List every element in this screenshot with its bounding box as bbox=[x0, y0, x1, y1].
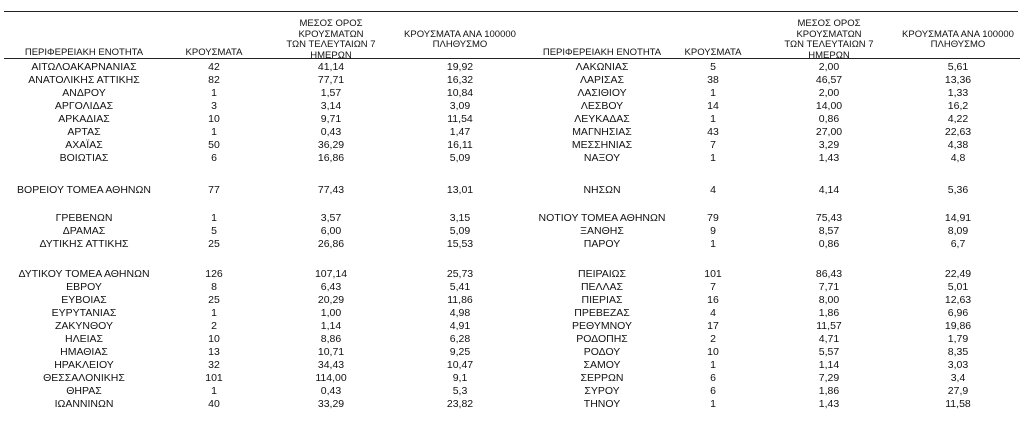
cell-cases: 82 bbox=[208, 74, 220, 86]
cell-avg: 3,57 bbox=[320, 212, 342, 224]
cell-per100k: 14,91 bbox=[944, 212, 972, 224]
cell-region: ΑΙΤΩΛΟΑΚΑΡΝΑΝΙΑΣ bbox=[31, 61, 137, 73]
cell-avg: 8,86 bbox=[320, 333, 342, 345]
cell-cases: 40 bbox=[208, 398, 220, 410]
cell-region: ΜΑΓΝΗΣΙΑΣ bbox=[572, 126, 632, 138]
cell-region: ΝΑΞΟΥ bbox=[583, 152, 621, 164]
cell-region: ΛΑΚΩΝΙΑΣ bbox=[575, 61, 629, 73]
cell-region: ΜΕΣΣΗΝΙΑΣ bbox=[571, 139, 633, 151]
table-row bbox=[0, 320, 520, 333]
table-row bbox=[0, 184, 520, 197]
cell-cases: 1 bbox=[710, 359, 716, 371]
cell-per100k: 5,36 bbox=[947, 184, 969, 196]
table-row bbox=[520, 87, 1024, 100]
cell-avg: 46,57 bbox=[815, 74, 843, 86]
cell-avg: 77,43 bbox=[317, 184, 345, 196]
table-row bbox=[520, 225, 1024, 238]
cell-per100k: 5,41 bbox=[449, 281, 471, 293]
table-row bbox=[0, 61, 520, 74]
cell-cases: 1 bbox=[211, 87, 217, 99]
cell-per100k: 23,82 bbox=[446, 398, 474, 410]
cell-region: ΤΗΝΟΥ bbox=[583, 398, 621, 410]
cell-per100k: 10,47 bbox=[446, 359, 474, 371]
cell-cases: 6 bbox=[710, 385, 716, 397]
cell-region: ΠΕΙΡΑΙΩΣ bbox=[578, 268, 626, 280]
cell-cases: 10 bbox=[208, 333, 220, 345]
cell-cases: 1 bbox=[710, 113, 716, 125]
cell-avg: 8,57 bbox=[818, 225, 840, 237]
cell-cases: 1 bbox=[211, 212, 217, 224]
cell-cases: 126 bbox=[205, 268, 223, 280]
cell-region: ΝΟΤΙΟΥ ΤΟΜΕΑ ΑΘΗΝΩΝ bbox=[538, 212, 666, 224]
cell-region: ΕΥΒΟΙΑΣ bbox=[61, 294, 107, 306]
header-avg: ΜΕΣΟΣ ΟΡΟΣ ΚΡΟΥΣΜΑΤΩΝ ΤΩΝ ΤΕΛΕΥΤΑΙΩΝ 7 ΗΜΕΡΩΝ bbox=[784, 18, 874, 61]
cell-cases: 1 bbox=[710, 87, 716, 99]
cell-region: ΡΕΘΥΜΝΟΥ bbox=[571, 320, 632, 332]
header-cases: ΚΡΟΥΣΜΑΤΑ bbox=[684, 46, 742, 58]
cell-region: ΔΥΤΙΚΟΥ ΤΟΜΕΑ ΑΘΗΝΩΝ bbox=[18, 268, 150, 280]
cell-cases: 9 bbox=[710, 225, 716, 237]
table-row bbox=[0, 113, 520, 126]
table-row bbox=[0, 238, 520, 251]
cell-per100k: 11,54 bbox=[447, 113, 473, 125]
cell-region: ΔΡΑΜΑΣ bbox=[62, 225, 106, 237]
cell-avg: 20,29 bbox=[317, 294, 345, 306]
cell-avg: 114,00 bbox=[315, 372, 347, 384]
cell-per100k: 4,91 bbox=[449, 320, 471, 332]
table-row bbox=[520, 307, 1024, 320]
cell-region: ΣΕΡΡΩΝ bbox=[580, 372, 624, 384]
cell-per100k: 3,15 bbox=[449, 212, 471, 224]
table-row bbox=[520, 113, 1024, 126]
table-row bbox=[520, 152, 1024, 165]
cell-avg: 0,43 bbox=[320, 126, 342, 138]
cell-avg: 7,29 bbox=[818, 372, 840, 384]
cell-avg: 0,86 bbox=[818, 113, 840, 125]
cell-region: ΛΑΡΙΣΑΣ bbox=[580, 74, 624, 86]
cell-cases: 101 bbox=[205, 372, 223, 384]
header-rule bbox=[520, 58, 1020, 59]
cell-per100k: 15,53 bbox=[446, 238, 474, 250]
cell-cases: 50 bbox=[208, 139, 220, 151]
cell-region: ΙΩΑΝΝΙΝΩΝ bbox=[54, 398, 114, 410]
cell-cases: 1 bbox=[211, 307, 217, 319]
cell-region: ΝΗΣΩΝ bbox=[583, 184, 621, 196]
cell-avg: 3,29 bbox=[818, 139, 840, 151]
cell-region: ΒΟΙΩΤΙΑΣ bbox=[59, 152, 109, 164]
cell-per100k: 11,58 bbox=[945, 398, 971, 410]
table-row bbox=[0, 74, 520, 87]
table-row bbox=[520, 74, 1024, 87]
cell-avg: 86,43 bbox=[815, 268, 843, 280]
cell-region: ΕΒΡΟΥ bbox=[66, 281, 102, 293]
cell-per100k: 5,09 bbox=[449, 225, 471, 237]
table-row bbox=[0, 126, 520, 139]
cell-per100k: 19,86 bbox=[944, 320, 972, 332]
cell-per100k: 25,73 bbox=[446, 268, 474, 280]
table-row bbox=[520, 346, 1024, 359]
cell-per100k: 27,9 bbox=[947, 385, 969, 397]
cell-cases: 1 bbox=[710, 152, 716, 164]
table-row bbox=[0, 307, 520, 320]
cell-per100k: 10,84 bbox=[446, 87, 474, 99]
cell-avg: 6,43 bbox=[320, 281, 342, 293]
cell-cases: 3 bbox=[211, 100, 217, 112]
cell-region: ΓΡΕΒΕΝΩΝ bbox=[55, 212, 113, 224]
cell-per100k: 5,09 bbox=[449, 152, 471, 164]
cell-avg: 1,43 bbox=[818, 152, 840, 164]
cell-avg: 6,00 bbox=[320, 225, 342, 237]
cell-avg: 1,43 bbox=[818, 398, 840, 410]
cell-cases: 8 bbox=[211, 281, 217, 293]
cell-region: ΠΕΛΛΑΣ bbox=[580, 281, 624, 293]
table-row bbox=[0, 385, 520, 398]
cell-region: ΒΟΡΕΙΟΥ ΤΟΜΕΑ ΑΘΗΝΩΝ bbox=[17, 184, 151, 196]
cell-cases: 16 bbox=[707, 294, 719, 306]
cell-avg: 0,86 bbox=[818, 238, 840, 250]
table-row bbox=[0, 281, 520, 294]
cell-per100k: 16,11 bbox=[447, 139, 473, 151]
header-per100k: ΚΡΟΥΣΜΑΤΑ ΑΝΑ 100000 ΠΛΗΘΥΣΜΟ bbox=[404, 28, 516, 50]
table-row bbox=[520, 398, 1024, 411]
table-row bbox=[520, 359, 1024, 372]
cell-region: ΘΕΣΣΑΛΟΝΙΚΗΣ bbox=[43, 372, 125, 384]
cell-avg: 1,14 bbox=[320, 320, 342, 332]
cell-per100k: 13,01 bbox=[446, 184, 474, 196]
cell-per100k: 1,47 bbox=[449, 126, 471, 138]
table-row bbox=[0, 268, 520, 281]
cell-avg: 1,86 bbox=[818, 385, 840, 397]
cell-per100k: 5,61 bbox=[947, 61, 969, 73]
cell-avg: 11,57 bbox=[816, 320, 842, 332]
cell-per100k: 6,7 bbox=[950, 238, 966, 250]
header-avg: ΜΕΣΟΣ ΟΡΟΣ ΚΡΟΥΣΜΑΤΩΝ ΤΩΝ ΤΕΛΕΥΤΑΙΩΝ 7 ΗΜΕΡΩΝ bbox=[286, 18, 376, 61]
cell-avg: 34,43 bbox=[317, 359, 345, 371]
cell-avg: 1,57 bbox=[320, 87, 342, 99]
cell-per100k: 16,2 bbox=[947, 100, 969, 112]
cell-per100k: 19,92 bbox=[446, 61, 474, 73]
cell-avg: 33,29 bbox=[317, 398, 345, 410]
cell-cases: 43 bbox=[707, 126, 719, 138]
cell-cases: 5 bbox=[710, 61, 716, 73]
cell-avg: 27,00 bbox=[815, 126, 843, 138]
cell-region: ΖΑΚΥΝΘΟΥ bbox=[54, 320, 113, 332]
table-row bbox=[520, 320, 1024, 333]
cell-avg: 16,86 bbox=[317, 152, 345, 164]
table-row bbox=[0, 372, 520, 385]
table-row bbox=[520, 372, 1024, 385]
cell-avg: 3,14 bbox=[320, 100, 342, 112]
cell-avg: 7,71 bbox=[818, 281, 840, 293]
cell-cases: 101 bbox=[704, 268, 722, 280]
cell-per100k: 16,32 bbox=[446, 74, 474, 86]
table-row bbox=[520, 139, 1024, 152]
cell-cases: 2 bbox=[710, 333, 716, 345]
cell-per100k: 5,01 bbox=[947, 281, 969, 293]
table-row bbox=[0, 87, 520, 100]
cell-region: ΣΥΡΟΥ bbox=[584, 385, 620, 397]
cell-cases: 17 bbox=[707, 320, 719, 332]
cell-avg: 5,57 bbox=[818, 346, 840, 358]
table-row bbox=[520, 385, 1024, 398]
table-row bbox=[0, 139, 520, 152]
cell-per100k: 4,22 bbox=[947, 113, 969, 125]
cell-cases: 10 bbox=[707, 346, 719, 358]
cell-cases: 10 bbox=[208, 113, 220, 125]
table-row bbox=[520, 184, 1024, 197]
table-row bbox=[520, 294, 1024, 307]
right-table bbox=[520, 0, 1024, 423]
cell-cases: 1 bbox=[211, 385, 217, 397]
table-row bbox=[520, 238, 1024, 251]
cell-region: ΔΥΤΙΚΗΣ ΑΤΤΙΚΗΣ bbox=[39, 238, 129, 250]
cell-avg: 1,00 bbox=[320, 307, 342, 319]
cell-region: ΛΕΥΚΑΔΑΣ bbox=[574, 113, 630, 125]
cell-cases: 25 bbox=[208, 238, 220, 250]
cell-region: ΑΝΔΡΟΥ bbox=[62, 87, 106, 99]
cell-region: ΗΜΑΘΙΑΣ bbox=[60, 346, 108, 358]
cell-cases: 25 bbox=[208, 294, 220, 306]
cell-avg: 2,00 bbox=[818, 61, 840, 73]
cell-avg: 9,71 bbox=[320, 113, 342, 125]
cell-region: ΕΥΡΥΤΑΝΙΑΣ bbox=[51, 307, 117, 319]
cell-cases: 13 bbox=[208, 346, 220, 358]
cell-avg: 75,43 bbox=[815, 212, 843, 224]
cell-per100k: 13,36 bbox=[944, 74, 972, 86]
cell-per100k: 3,09 bbox=[449, 100, 471, 112]
cell-region: ΘΗΡΑΣ bbox=[66, 385, 102, 397]
cell-per100k: 5,3 bbox=[452, 385, 468, 397]
cell-cases: 77 bbox=[208, 184, 220, 196]
table-row bbox=[520, 100, 1024, 113]
cell-region: ΠΡΕΒΕΖΑΣ bbox=[574, 307, 630, 319]
cell-region: ΠΙΕΡΙΑΣ bbox=[581, 294, 623, 306]
cell-per100k: 4,98 bbox=[449, 307, 471, 319]
cell-avg: 0,43 bbox=[320, 385, 342, 397]
cell-region: ΗΛΕΙΑΣ bbox=[64, 333, 103, 345]
cell-avg: 2,00 bbox=[818, 87, 840, 99]
cell-per100k: 6,96 bbox=[947, 307, 969, 319]
cell-region: ΑΡΤΑΣ bbox=[67, 126, 101, 138]
cell-region: ΛΑΣΙΘΙΟΥ bbox=[577, 87, 627, 99]
cell-per100k: 8,35 bbox=[947, 346, 969, 358]
cell-avg: 77,71 bbox=[317, 74, 345, 86]
cell-avg: 1,14 bbox=[818, 359, 840, 371]
cell-avg: 8,00 bbox=[818, 294, 840, 306]
table-row bbox=[520, 126, 1024, 139]
cell-region: ΛΕΣΒΟΥ bbox=[580, 100, 624, 112]
table-row bbox=[520, 212, 1024, 225]
cell-region: ΣΑΜΟΥ bbox=[583, 359, 621, 371]
cell-region: ΞΑΝΘΗΣ bbox=[580, 225, 624, 237]
cell-avg: 26,86 bbox=[317, 238, 345, 250]
cell-cases: 4 bbox=[710, 307, 716, 319]
header-rule bbox=[4, 58, 520, 59]
cell-region: ΠΑΡΟΥ bbox=[583, 238, 621, 250]
cell-cases: 14 bbox=[707, 100, 719, 112]
cell-cases: 32 bbox=[208, 359, 220, 371]
cell-per100k: 6,28 bbox=[449, 333, 471, 345]
cell-avg: 41,14 bbox=[317, 61, 345, 73]
cell-per100k: 4,8 bbox=[950, 152, 966, 164]
cell-avg: 36,29 bbox=[317, 139, 345, 151]
header-cases: ΚΡΟΥΣΜΑΤΑ bbox=[185, 46, 243, 58]
cell-per100k: 12,63 bbox=[944, 294, 972, 306]
cell-cases: 6 bbox=[211, 152, 217, 164]
cell-cases: 38 bbox=[707, 74, 719, 86]
table-row bbox=[520, 268, 1024, 281]
cell-region: ΑΡΓΟΛΙΔΑΣ bbox=[54, 100, 114, 112]
table-row bbox=[520, 61, 1024, 74]
cell-per100k: 3,03 bbox=[947, 359, 969, 371]
cell-cases: 2 bbox=[211, 320, 217, 332]
table-row bbox=[0, 346, 520, 359]
table-row bbox=[0, 212, 520, 225]
cell-avg: 4,71 bbox=[818, 333, 840, 345]
cell-cases: 79 bbox=[707, 212, 719, 224]
table-row bbox=[0, 398, 520, 411]
header-per100k: ΚΡΟΥΣΜΑΤΑ ΑΝΑ 100000 ΠΛΗΘΥΣΜΟ bbox=[902, 28, 1014, 50]
header-region: ΠΕΡΙΦΕΡΕΙΑΚΗ ΕΝΟΤΗΤΑ bbox=[24, 46, 144, 58]
cell-cases: 1 bbox=[211, 126, 217, 138]
cell-per100k: 3,4 bbox=[950, 372, 966, 384]
cell-per100k: 1,79 bbox=[947, 333, 969, 345]
cell-per100k: 9,25 bbox=[449, 346, 471, 358]
cell-avg: 4,14 bbox=[818, 184, 840, 196]
cell-cases: 1 bbox=[710, 238, 716, 250]
cell-per100k: 22,63 bbox=[944, 126, 972, 138]
cell-cases: 1 bbox=[710, 398, 716, 410]
table-row bbox=[0, 225, 520, 238]
table-row bbox=[520, 281, 1024, 294]
cell-avg: 107,14 bbox=[314, 268, 348, 280]
cell-cases: 42 bbox=[208, 61, 220, 73]
cell-avg: 10,71 bbox=[317, 346, 345, 358]
table-row bbox=[0, 333, 520, 346]
cell-cases: 7 bbox=[710, 281, 716, 293]
cell-cases: 6 bbox=[710, 372, 716, 384]
cell-per100k: 9,1 bbox=[452, 372, 468, 384]
cell-per100k: 11,86 bbox=[447, 294, 473, 306]
cell-per100k: 1,33 bbox=[947, 87, 969, 99]
cell-per100k: 4,38 bbox=[947, 139, 969, 151]
cell-region: ΗΡΑΚΛΕΙΟΥ bbox=[54, 359, 114, 371]
cell-per100k: 8,09 bbox=[947, 225, 969, 237]
table-row bbox=[0, 359, 520, 372]
cell-region: ΡΟΔΟΠΗΣ bbox=[576, 333, 628, 345]
table-row bbox=[0, 152, 520, 165]
table-row bbox=[0, 100, 520, 113]
cell-region: ΑΡΚΑΔΙΑΣ bbox=[58, 113, 110, 125]
cell-cases: 5 bbox=[211, 225, 217, 237]
table-row bbox=[0, 294, 520, 307]
table-row bbox=[520, 333, 1024, 346]
cell-avg: 14,00 bbox=[815, 100, 843, 112]
header-region: ΠΕΡΙΦΕΡΕΙΑΚΗ ΕΝΟΤΗΤΑ bbox=[542, 46, 662, 58]
cell-region: ΑΝΑΤΟΛΙΚΗΣ ΑΤΤΙΚΗΣ bbox=[28, 74, 140, 86]
cell-cases: 7 bbox=[710, 139, 716, 151]
cell-cases: 4 bbox=[710, 184, 716, 196]
cell-per100k: 22,49 bbox=[944, 268, 972, 280]
cell-region: ΑΧΑΪΑΣ bbox=[65, 139, 103, 151]
cell-region: ΡΟΔΟΥ bbox=[583, 346, 621, 358]
cell-avg: 1,86 bbox=[818, 307, 840, 319]
